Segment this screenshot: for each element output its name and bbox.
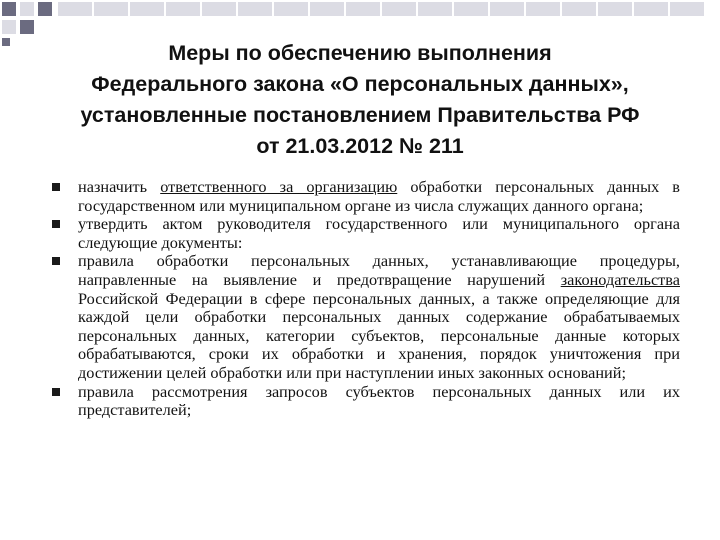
decor-strip-tile — [562, 2, 596, 16]
decor-strip-tile — [490, 2, 524, 16]
bullet-text: Российской Федерации в сфере персональных данных, а также определяющие для каждой цели обработки персональных данных содержание обрабатываемых персональных данных, категории субъектов, персональные данные которых обрабатываются, сроки их обработки и хранения, порядок уничтожения при достижении целей обработки или при наступлении иных законных оснований; — [78, 288, 680, 382]
title-line-1: Меры по обеспечению выполнения — [168, 41, 552, 65]
title-line-3: установленные постановлением Правительства РФ — [80, 103, 640, 127]
decor-strip-tile — [58, 2, 92, 16]
underlined-term: законодательства — [560, 269, 680, 289]
decor-strip-tile — [454, 2, 488, 16]
decor-strip-tile — [670, 2, 704, 16]
title-line-4: от 21.03.2012 № 211 — [256, 134, 464, 158]
square-bullet-icon — [52, 388, 60, 396]
decor-strip-tile — [634, 2, 668, 16]
decor-strip-tile — [238, 2, 272, 16]
decor-square — [2, 2, 16, 16]
decor-square — [2, 38, 10, 46]
decor-square — [38, 2, 52, 16]
bullet-text: правила обработки персональных данных, устанавливающие процедуры, направленные на выявление и предотвращение нарушений — [78, 251, 680, 289]
decor-square — [20, 2, 34, 16]
title-line-2: Федерального закона «О персональных данных», — [91, 72, 629, 96]
bullet-text: утвердить актом руководителя государственного или муниципального органа следующие документы: — [78, 214, 680, 252]
bullet-item — [50, 252, 680, 382]
square-bullet-icon — [52, 257, 60, 265]
bullet-item — [50, 383, 680, 420]
bullet-text: правила рассмотрения запросов субъектов персональных данных или их представителей; — [78, 381, 680, 420]
decor-strip-tile — [130, 2, 164, 16]
decor-strip-tile — [526, 2, 560, 16]
square-bullet-icon — [52, 220, 60, 228]
decor-strip-tile — [310, 2, 344, 16]
decor-strip-tile — [346, 2, 380, 16]
decor-strip-tile — [274, 2, 308, 16]
decor-strip-tile — [166, 2, 200, 16]
decor-square — [2, 20, 16, 34]
decor-square — [20, 20, 34, 34]
bullet-text: обработки персональных данных в государственном или муниципальном органе из числа служащих данного органа; — [78, 177, 680, 215]
bullet-item — [50, 215, 680, 252]
decor-strip-tile — [598, 2, 632, 16]
measures-bullet-list — [50, 178, 680, 420]
slide-title — [30, 38, 690, 162]
decor-strip-tile — [382, 2, 416, 16]
bullet-item — [50, 178, 680, 215]
decor-strip-tile — [94, 2, 128, 16]
decor-strip-tile — [418, 2, 452, 16]
decor-strip-tile — [202, 2, 236, 16]
underlined-term: ответственного за организацию — [160, 177, 398, 196]
square-bullet-icon — [52, 183, 60, 191]
bullet-text: назначить — [78, 177, 161, 196]
